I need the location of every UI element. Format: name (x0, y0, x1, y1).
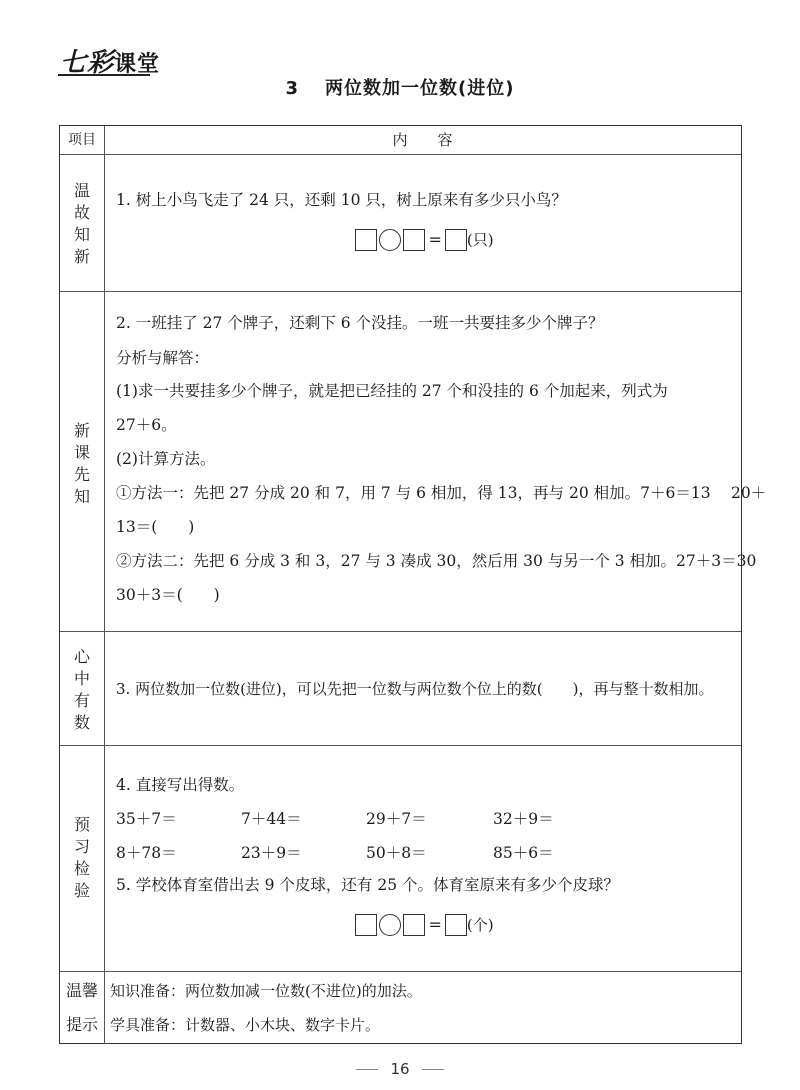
mind-label-col (60, 632, 105, 746)
equals-sign: = (428, 230, 442, 249)
step-1-line-1: (1)求一共要挂多少个牌子，就是把已经挂的 27 个和没挂的 6 个加起来，列式为 (116, 382, 668, 400)
mind-label-4: 数 (73, 713, 90, 732)
lesson-title-text: 两位数加一位数(进位) (325, 78, 515, 99)
review-content (116, 155, 733, 292)
tip-knowledge: 知识准备：两位数加减一位数(不进位)的加法。 (110, 982, 422, 1000)
check-label-1: 预 (73, 815, 90, 834)
calc-item: 32＋9＝ (493, 810, 554, 828)
table-header-row (60, 126, 741, 154)
equation-5 (116, 913, 733, 936)
header-item: 项目 (68, 132, 96, 148)
unit-label: (只) (466, 231, 494, 249)
tips-label-2: 提示 (65, 1015, 98, 1034)
question-1: 1. 树上小鸟飞走了 24 只，还剩 10 只，树上原来有多少只小鸟？ (116, 191, 567, 209)
logo-sub: 课堂 (114, 52, 161, 77)
mind-content (116, 632, 733, 746)
mind-label-1: 心 (73, 647, 90, 666)
preview-content (116, 292, 767, 632)
question-5: 5. 学校体育室借出去 9 个皮球，还有 25 个。体育室原来有多少个皮球？ (116, 876, 620, 894)
mind-label-3: 有 (73, 691, 90, 710)
calc-item: 35＋7＝ (116, 810, 177, 828)
row-mind (60, 631, 741, 746)
check-label-2: 习 (73, 837, 90, 856)
review-label-2: 故 (73, 203, 90, 222)
equation-1 (116, 228, 733, 251)
calc-item: 23＋9＝ (241, 844, 302, 862)
lesson-number: 3 (285, 78, 300, 99)
step-1-line-2: 27＋6。 (116, 416, 177, 434)
calc-item: 85＋6＝ (493, 844, 554, 862)
calc-item: 7＋44＝ (241, 810, 302, 828)
page-dash-left (356, 1069, 378, 1070)
analysis-heading: 分析与解答： (116, 349, 210, 367)
preview-label-3: 先 (73, 465, 90, 484)
calc-item: 29＋7＝ (366, 810, 427, 828)
check-content (116, 746, 733, 972)
header-content: 内 容 (392, 131, 453, 149)
answer-box[interactable] (355, 229, 377, 251)
review-label-1: 温 (73, 181, 90, 200)
lesson-title (0, 74, 800, 100)
logo-main: 七彩 (60, 48, 115, 78)
question-3: 3. 两位数加一位数(进位)，可以先把一位数与两位数个位上的数( )，再与整十数相加。 (116, 680, 714, 698)
preview-label-col (60, 292, 105, 632)
method-2-line-2: 30＋3＝( ) (116, 586, 220, 604)
tips-label-1: 温馨 (65, 981, 98, 1000)
preview-label-4: 知 (73, 487, 90, 506)
header-label-col (60, 126, 105, 154)
row-preview (60, 291, 767, 632)
answer-box[interactable] (445, 229, 467, 251)
unit-label: (个) (466, 916, 494, 934)
page-dash-right (422, 1069, 444, 1070)
answer-box[interactable] (403, 229, 425, 251)
step-2: (2)计算方法。 (116, 450, 216, 468)
equals-sign: = (428, 915, 442, 934)
page-number (0, 1060, 800, 1078)
method-2-line-1: ②方法二：先把 6 分成 3 和 3，27 与 3 凑成 30，然后用 30 与另一个 3 相加。27＋3＝30 (116, 552, 757, 570)
mind-label-2: 中 (73, 669, 90, 688)
review-label-3: 知 (73, 225, 90, 244)
preview-label-1: 新 (73, 421, 90, 440)
review-label-col (60, 155, 105, 292)
method-1-line-1: ①方法一：先把 27 分成 20 和 7，用 7 与 6 相加，得 13，再与 20 相加。7＋6＝13 20＋ (116, 484, 767, 502)
page-number-text: 16 (390, 1060, 410, 1078)
operator-circle[interactable] (379, 914, 401, 936)
check-label-3: 检 (73, 859, 90, 878)
question-2: 2. 一班挂了 27 个牌子，还剩下 6 个没挂。一班一共要挂多少个牌子？ (116, 314, 604, 332)
calc-item: 8＋78＝ (116, 844, 177, 862)
answer-box[interactable] (403, 914, 425, 936)
check-label-col (60, 746, 105, 972)
question-4: 4. 直接写出得数。 (116, 776, 245, 794)
operator-circle[interactable] (379, 229, 401, 251)
tips-content (110, 972, 733, 1044)
answer-box[interactable] (445, 914, 467, 936)
check-label-4: 验 (73, 881, 90, 900)
row-check (60, 745, 741, 972)
method-1-line-2: 13＝( ) (116, 518, 195, 536)
worksheet-table (59, 125, 767, 1044)
answer-box[interactable] (355, 914, 377, 936)
row-tips (60, 971, 741, 1044)
tips-label-col (60, 972, 105, 1044)
preview-label-2: 课 (73, 443, 90, 462)
calc-item: 50＋8＝ (366, 844, 427, 862)
tip-tools: 学具准备：计数器、小木块、数字卡片。 (110, 1016, 381, 1034)
review-label-4: 新 (73, 247, 90, 266)
row-review (60, 154, 741, 292)
